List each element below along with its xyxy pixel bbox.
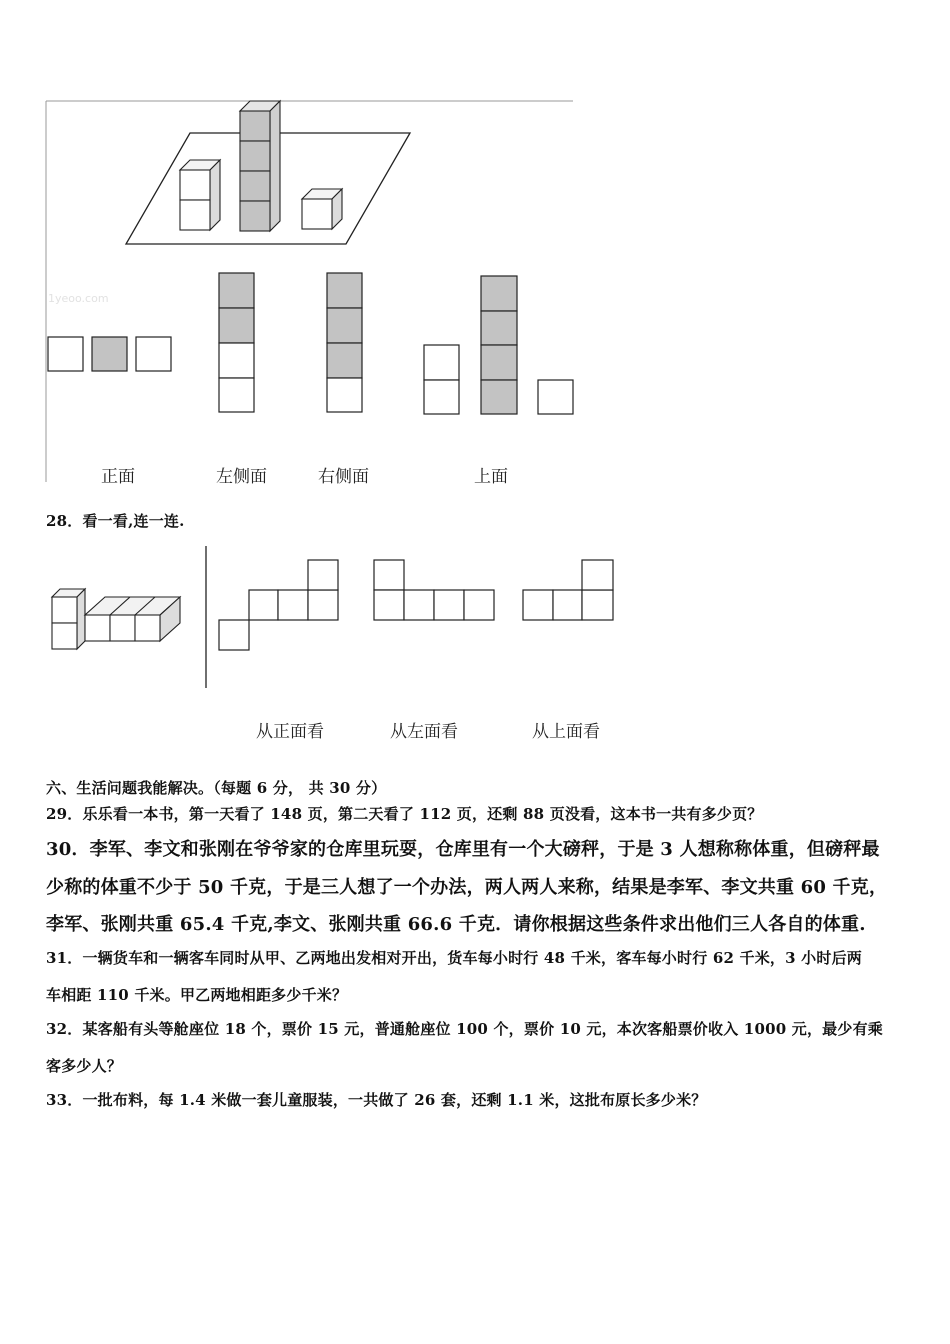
- section6-heading: 六、生活问题我能解决。（每题 6 分， 共 30 分）: [46, 779, 387, 797]
- q31-line2: 车相距 110 千米。甲乙两地相距多少千米？: [46, 986, 348, 1004]
- caption-right-side: 右侧面: [318, 467, 369, 487]
- q32-line1: 32．某客船有头等舱座位 18 个，票价 15 元，普通舱座位 100 个，票价 10 元，本次客船票价收入 1000 元，最少有乘: [46, 1020, 883, 1038]
- q31-line1: 31．一辆货车和一辆客车同时从甲、乙两地出发相对开出，货车每小时行 48 千米，客车每小时行 62 千米，3 小时后两: [46, 949, 862, 967]
- q28-view-a: [219, 560, 338, 650]
- caption-front: 正面: [101, 467, 135, 487]
- caption-view-front: 从正面看: [256, 722, 324, 742]
- caption-left-side: 左侧面: [216, 467, 267, 487]
- caption-view-left: 从左面看: [390, 722, 458, 742]
- q33-text: 33．一批布料，每 1.4 米做一套儿童服装，一共做了 26 套，还剩 1.1 米，这批布原长多少米？: [46, 1091, 707, 1109]
- q30-line3: 李军、张刚共重 65.4 千克,李文、张刚共重 66.6 千克．请你根据这些条件求出他们三人各自的体重.: [46, 914, 866, 935]
- q28-view-b: [374, 560, 494, 620]
- caption-view-top: 从上面看: [532, 722, 600, 742]
- caption-top: 上面: [474, 467, 508, 487]
- q28-solid: [52, 589, 180, 649]
- watermark-text: 1yeoo.com: [48, 292, 109, 305]
- q30-line2: 少称的体重不少于 50 千克，于是三人想了一个办法，两人两人来称，结果是李军、李文共重 60 千克，: [46, 877, 888, 898]
- q30-line1: 30．李军、李文和张刚在爷爷家的仓库里玩耍，仓库里有一个大磅秤，于是 3 人想称称体重，但磅秤最: [46, 839, 880, 860]
- q32-line2: 客多少人？: [46, 1057, 123, 1075]
- q28-view-c: [523, 560, 613, 620]
- q28-heading: 28．看一看,连一连.: [46, 512, 185, 530]
- q29-text: 29．乐乐看一本书，第一天看了 148 页，第二天看了 112 页，还剩 88 页没看，这本书一共有多少页？: [46, 805, 763, 823]
